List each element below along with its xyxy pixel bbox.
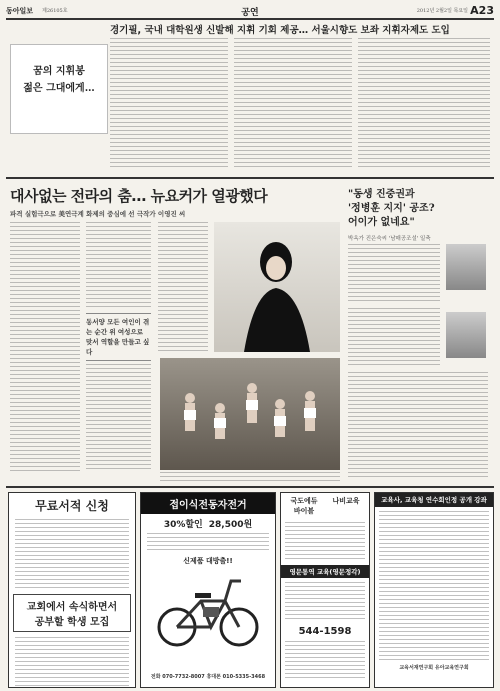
feature-title-box: [10, 44, 108, 134]
right-column-title: [348, 188, 490, 230]
english-ad-phone: 544-1598: [298, 626, 352, 637]
book-ad-text: [15, 519, 129, 589]
person-photo-2: [446, 312, 486, 358]
main-text-col3: [158, 222, 208, 352]
right-text-block1: [348, 244, 440, 304]
main-text-col1: [10, 222, 80, 472]
bike-ad-price: 28,500원: [208, 520, 253, 530]
main-text-col2a: [86, 222, 151, 308]
right-title-line3: 어이가 없네요": [348, 217, 415, 228]
section-divider: [6, 177, 494, 179]
top-article-text-col2: [234, 38, 352, 168]
english-ad-brand3: 나비교육: [332, 497, 360, 505]
photo-caption-2: [160, 472, 340, 482]
dancers-figures: [160, 358, 340, 470]
right-text-block2: [348, 308, 440, 368]
page-number: A23: [470, 4, 494, 17]
english-ad-text: [285, 522, 365, 562]
issue-number: 제26105호: [42, 8, 68, 14]
bike-ad-title: 접이식전동자전거: [169, 500, 247, 511]
top-headline: 경기필, 국내 대학원생 신발해 지휘 기회 제공… 서울시향도 보좌 지휘자제도 도입: [110, 25, 450, 36]
issue-date: 2012년 2월2일 목요일: [416, 8, 468, 14]
english-ad-details: [285, 582, 365, 622]
top-article-text-col1: [110, 38, 228, 168]
book-ad: [8, 492, 136, 688]
notice-ad-footer: 교육서재연구회 유아교육연구회: [399, 665, 469, 671]
feature-title-line2: 젊은 그대에게…: [23, 83, 95, 94]
bike-icon: [155, 571, 261, 649]
person-photo-1: [446, 244, 486, 290]
dance-photo: [160, 358, 340, 470]
english-ad: [280, 492, 370, 688]
portrait-photo: [214, 222, 340, 352]
book-ad-banner2: 공부할 학생 모집: [34, 617, 110, 628]
masthead: 동아일보: [6, 7, 34, 15]
top-article-text-col3: [358, 38, 490, 168]
right-title-line1: "동생 진중권과: [348, 189, 415, 200]
english-ad-brand2: 바이블: [293, 507, 315, 515]
feature-title-line1: 꿈의 지휘봉: [33, 66, 85, 77]
bike-ad-text: [147, 533, 269, 553]
main-headline: 대사없는 전라의 춤… 뉴요커가 열광했다: [10, 187, 268, 205]
portrait-figure: [214, 222, 340, 352]
right-column-subtitle: 박옥가 진은숙씨 '남매공조설' 일축: [348, 236, 431, 242]
book-ad-title: 무료서적 신청: [35, 499, 109, 513]
book-ad-banner1: 교회에서 속식하면서: [26, 602, 118, 613]
notice-ad: [374, 492, 494, 688]
notice-ad-title: 교육사, 교육청 연수회인정 공개 강좌: [381, 496, 487, 504]
section-title: 공연: [241, 8, 259, 18]
book-ad-contact: [15, 637, 129, 687]
notice-ad-text: [379, 511, 489, 661]
bike-ad-tagline: 신제품 대방출!!: [183, 557, 233, 565]
page-header: [6, 4, 494, 20]
main-text-col2b: [86, 360, 151, 472]
ads-divider: [6, 486, 494, 488]
right-text-block3: [348, 372, 488, 478]
pull-quote: 동서양 모든 여인이 겪는 순간 위 여성으로 맞서 역할을 만들고 싶다: [86, 313, 151, 361]
bike-ad: [140, 492, 276, 688]
main-subhead: 파격 실험극으로 美연극계 화제의 중심에 선 극작가 이영진 씨: [10, 210, 186, 218]
english-ad-extra: [285, 641, 365, 681]
english-ad-course: 영문통역 교육(영문정각): [281, 565, 369, 578]
english-ad-brand1: 국도에듀: [290, 497, 318, 505]
right-title-line2: '정병훈 지지' 공조?: [348, 203, 435, 214]
bike-ad-phone: 전화 070-7732-8007 휴대폰 010-5335-3468: [150, 674, 266, 680]
bike-ad-discount: 30%할인: [163, 520, 203, 530]
